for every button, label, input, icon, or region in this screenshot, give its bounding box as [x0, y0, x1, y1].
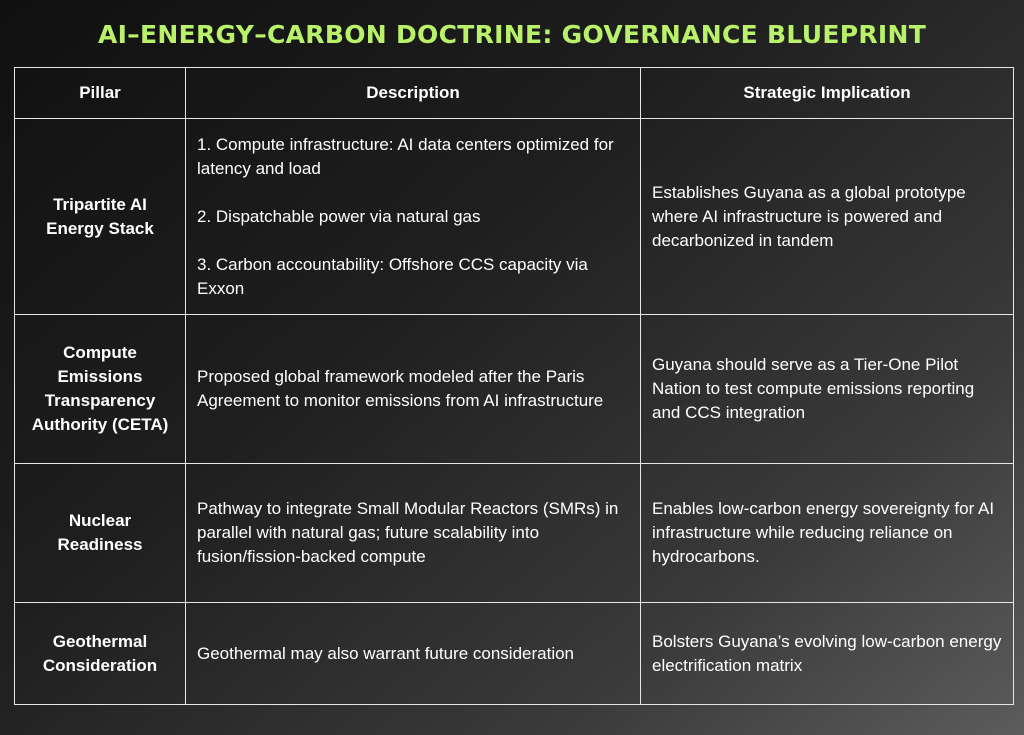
- stack-item-power: 2. Dispatchable power via natural gas: [197, 206, 481, 226]
- table-row: [15, 315, 1014, 464]
- description-cell: Geothermal may also warrant future consideration: [186, 603, 641, 705]
- table-row: [15, 603, 1014, 705]
- description-cell: Pathway to integrate Small Modular Reactors (SMRs) in parallel with natural gas; future scalability into fusion/fission-backed compute: [186, 464, 641, 603]
- description-cell: Proposed global framework modeled after the Paris Agreement to monitor emissions from AI infrastructure: [186, 315, 641, 464]
- stack-item-compute: 1. Compute infrastructure: AI data centers optimized for latency and load: [197, 134, 614, 178]
- governance-table: [14, 67, 1014, 705]
- table-row: [15, 464, 1014, 603]
- implication-cell: Establishes Guyana as a global prototype where AI infrastructure is powered and decarbonized in tandem: [641, 119, 1014, 315]
- table-header-row: [15, 68, 1014, 119]
- stack-item-carbon: 3. Carbon accountability: Offshore CCS capacity via Exxon: [197, 254, 588, 298]
- description-cell: [186, 119, 641, 315]
- table-row: [15, 119, 1014, 315]
- pillar-cell: Compute Emissions Transparency Authority (CETA): [15, 315, 186, 464]
- page-title: AI–ENERGY–CARBON DOCTRINE: GOVERNANCE BLUEPRINT: [97, 20, 927, 49]
- pillar-cell: Tripartite AI Energy Stack: [15, 119, 186, 315]
- header-strategic-implication: Strategic Implication: [641, 68, 1014, 119]
- pillar-cell: Nuclear Readiness: [15, 464, 186, 603]
- implication-cell: Bolsters Guyana’s evolving low-carbon energy electrification matrix: [641, 603, 1014, 705]
- implication-cell: Guyana should serve as a Tier-One Pilot Nation to test compute emissions reporting and CCS integration: [641, 315, 1014, 464]
- header-pillar: Pillar: [15, 68, 186, 119]
- implication-cell: Enables low-carbon energy sovereignty for AI infrastructure while reducing reliance on hydrocarbons.: [641, 464, 1014, 603]
- pillar-cell: Geothermal Consideration: [15, 603, 186, 705]
- header-description: Description: [186, 68, 641, 119]
